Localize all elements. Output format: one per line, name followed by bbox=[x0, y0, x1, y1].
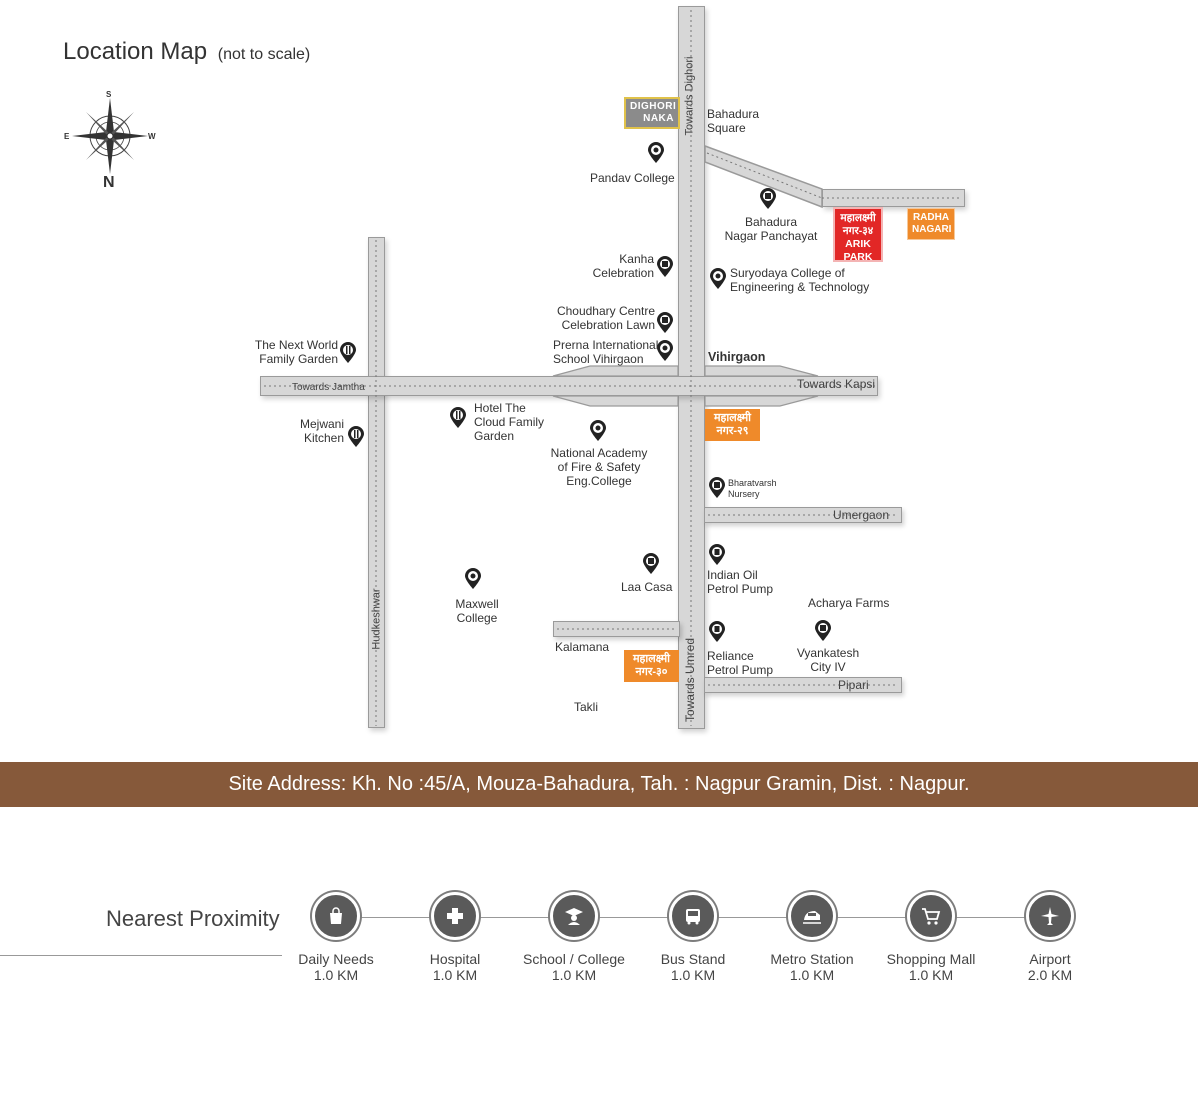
pin-laa-casa-icon bbox=[642, 553, 660, 575]
label-mejwani bbox=[290, 417, 344, 445]
proximity-name: Shopping Mall bbox=[886, 951, 976, 967]
label-choudhary-1: Choudhary Centre bbox=[556, 304, 655, 318]
pin-bharatvarsh-icon bbox=[708, 477, 726, 499]
label-reliance bbox=[707, 649, 773, 677]
badge-project-arik-park bbox=[833, 207, 883, 262]
proximity-distance: 1.0 KM bbox=[670, 967, 716, 983]
label-indian-oil bbox=[707, 568, 773, 596]
road-label-towards-umred: Towards Umred bbox=[683, 637, 698, 723]
proximity-distance: 1.0 KM bbox=[432, 967, 478, 983]
badge-dighori-line2: NAKA bbox=[643, 113, 674, 124]
label-vyankatesh-1: Vyankatesh bbox=[796, 646, 860, 660]
proximity-name: Metro Station bbox=[770, 951, 854, 967]
label-hotel-cloud-1: Hotel The bbox=[474, 401, 526, 415]
label-maxwell-2: College bbox=[456, 611, 498, 625]
badge-radha-nagari bbox=[907, 208, 955, 240]
pin-pandav-college-icon bbox=[647, 142, 665, 164]
proximity-distance: 1.0 KM bbox=[551, 967, 597, 983]
label-vyankatesh-2: City IV bbox=[810, 660, 846, 674]
pin-maxwell-icon bbox=[464, 568, 482, 590]
pin-indian-oil-icon bbox=[708, 544, 726, 566]
site-address-text: Site Address: Kh. No :45/A, Mouza-Bahadura, Tah. : Nagpur Gramin, Dist. : Nagpur. bbox=[228, 773, 970, 795]
label-bahadura-square-1: Bahadura bbox=[707, 107, 760, 121]
label-prerna bbox=[553, 338, 658, 366]
label-indian-oil-1: Indian Oil bbox=[707, 568, 758, 582]
road-label-towards-dighori: Towards Dighori bbox=[683, 56, 696, 136]
label-nafs-1: National Academy bbox=[550, 446, 648, 460]
pin-mejwani-icon bbox=[347, 426, 365, 448]
badge-project-line4: PARK bbox=[843, 251, 873, 263]
medical-cross-icon bbox=[431, 892, 479, 940]
proximity-title: Nearest Proximity bbox=[106, 906, 280, 931]
label-reliance-1: Reliance bbox=[707, 649, 754, 663]
label-next-world-2: Family Garden bbox=[259, 352, 338, 366]
label-kanha-1: Kanha bbox=[619, 252, 654, 266]
label-bahadura-square-2: Square bbox=[707, 121, 746, 135]
label-bahadura-panchayat bbox=[720, 215, 822, 243]
label-laa-casa: Laa Casa bbox=[621, 580, 673, 594]
map-title-text: Location Map bbox=[63, 38, 208, 65]
label-vihirgaon: Vihirgaon bbox=[708, 350, 766, 364]
proximity-distance: 1.0 KM bbox=[908, 967, 954, 983]
label-kalamana: Kalamana bbox=[555, 640, 610, 654]
pin-bahadura-panchayat-icon bbox=[759, 188, 777, 210]
label-mejwani-1: Mejwani bbox=[299, 417, 344, 431]
badge-project-line1: महालक्ष्मी bbox=[840, 212, 876, 224]
label-vyankatesh bbox=[793, 646, 863, 674]
label-bahadura-square bbox=[707, 107, 759, 135]
road-label-towards-kapsi: Towards Kapsi bbox=[797, 377, 876, 391]
label-pandav-college: Pandav College bbox=[590, 171, 675, 185]
badge-30-line1: महालक्ष्मी bbox=[632, 653, 671, 665]
label-hotel-cloud bbox=[474, 401, 544, 443]
road-label-towards-jamtha: Towards Jamtha bbox=[292, 382, 365, 393]
label-takli: Takli bbox=[574, 700, 599, 714]
compass-rose-icon bbox=[62, 88, 158, 198]
road-label-umergaon: Umergaon bbox=[833, 508, 890, 522]
label-mejwani-2: Kitchen bbox=[303, 431, 344, 445]
compass-s: S bbox=[106, 90, 112, 99]
pin-kanha-icon bbox=[656, 256, 674, 278]
badge-29-line2: नगर-२९ bbox=[716, 425, 749, 437]
label-next-world bbox=[240, 338, 338, 366]
nearest-proximity-section bbox=[0, 820, 1198, 1100]
shopping-bag-icon bbox=[312, 892, 360, 940]
metro-train-icon bbox=[788, 892, 836, 940]
badge-mahalaxmi-30 bbox=[624, 650, 679, 682]
proximity-distance: 2.0 KM bbox=[1027, 967, 1073, 983]
proximity-name: Daily Needs bbox=[298, 951, 374, 967]
badge-project-line3: ARIK bbox=[845, 238, 871, 250]
label-choudhary-2: Celebration Lawn bbox=[561, 318, 655, 332]
pin-next-world-icon bbox=[339, 342, 357, 364]
map-title-note: (not to scale) bbox=[217, 46, 311, 63]
label-nafs-3: Eng.College bbox=[566, 474, 632, 488]
badge-29-line1: महालक्ष्मी bbox=[713, 412, 752, 424]
pin-suryodaya-icon bbox=[709, 268, 727, 290]
label-hotel-cloud-3: Garden bbox=[474, 429, 515, 443]
label-suryodaya-1: Suryodaya College of bbox=[730, 266, 845, 280]
label-next-world-1: The Next World bbox=[254, 338, 338, 352]
shopping-cart-icon bbox=[907, 892, 955, 940]
pin-prerna-icon bbox=[656, 340, 674, 362]
badge-radha-line2: NAGARI bbox=[912, 224, 952, 235]
proximity-item-airport bbox=[980, 892, 1120, 983]
proximity-name: Airport bbox=[1029, 951, 1071, 967]
label-acharya: Acharya Farms bbox=[808, 596, 890, 610]
pin-reliance-icon bbox=[708, 621, 726, 643]
pin-vyankatesh-icon bbox=[814, 620, 832, 642]
proximity-distance: 1.0 KM bbox=[789, 967, 835, 983]
label-bharatvarsh-1: Bharatvarsh bbox=[728, 478, 777, 488]
proximity-title-underline bbox=[0, 955, 282, 956]
badge-dighori-line1: DIGHORI bbox=[630, 101, 677, 112]
graduate-icon bbox=[550, 892, 598, 940]
label-bharatvarsh bbox=[728, 478, 777, 500]
label-choudhary bbox=[540, 304, 655, 332]
label-kanha-2: Celebration bbox=[592, 266, 654, 280]
proximity-distance: 1.0 KM bbox=[313, 967, 359, 983]
label-indian-oil-2: Petrol Pump bbox=[707, 582, 774, 596]
map-title bbox=[63, 38, 310, 66]
label-bharatvarsh-2: Nursery bbox=[728, 489, 760, 499]
badge-mahalaxmi-29 bbox=[705, 409, 760, 441]
pin-choudhary-icon bbox=[656, 312, 674, 334]
proximity-name: Hospital bbox=[429, 951, 481, 967]
compass-w: W bbox=[148, 132, 156, 141]
label-suryodaya bbox=[730, 266, 869, 294]
label-reliance-2: Petrol Pump bbox=[707, 663, 774, 677]
road-hudkeshwar bbox=[368, 237, 385, 728]
label-suryodaya-2: Engineering & Technology bbox=[730, 280, 870, 294]
compass-e: E bbox=[64, 132, 70, 141]
road-label-hudkeshwar: Hudkeshwar bbox=[370, 588, 383, 650]
label-prerna-1: Prerna International bbox=[553, 338, 659, 352]
road-radha-nagari bbox=[822, 189, 965, 207]
label-kanha bbox=[578, 252, 654, 280]
proximity-name: School / College bbox=[523, 951, 625, 967]
label-maxwell-1: Maxwell bbox=[455, 597, 499, 611]
label-prerna-2: School Vihirgaon bbox=[553, 352, 644, 366]
site-address-band bbox=[0, 762, 1198, 807]
label-hotel-cloud-2: Cloud Family bbox=[474, 415, 545, 429]
pin-hotel-cloud-icon bbox=[449, 407, 467, 429]
bus-icon bbox=[669, 892, 717, 940]
pin-nafs-icon bbox=[589, 420, 607, 442]
badge-radha-line1: RADHA bbox=[912, 212, 950, 223]
badge-project-line2: नगर-३४ bbox=[842, 225, 874, 237]
label-bahadura-panchayat-2: Nagar Panchayat bbox=[724, 229, 818, 243]
label-nafs-2: of Fire & Safety bbox=[557, 460, 641, 474]
road-pipari bbox=[704, 677, 902, 693]
label-bahadura-panchayat-1: Bahadura bbox=[744, 215, 798, 229]
label-nafs bbox=[543, 446, 655, 488]
badge-dighori-naka bbox=[624, 97, 680, 129]
label-maxwell bbox=[447, 597, 507, 625]
proximity-name: Bus Stand bbox=[660, 951, 726, 967]
road-label-pipari: Pipari bbox=[838, 678, 869, 692]
badge-30-line2: नगर-३० bbox=[635, 666, 668, 678]
compass-n: N bbox=[103, 174, 115, 191]
road-kalamana bbox=[553, 621, 680, 637]
airplane-icon bbox=[1026, 892, 1074, 940]
